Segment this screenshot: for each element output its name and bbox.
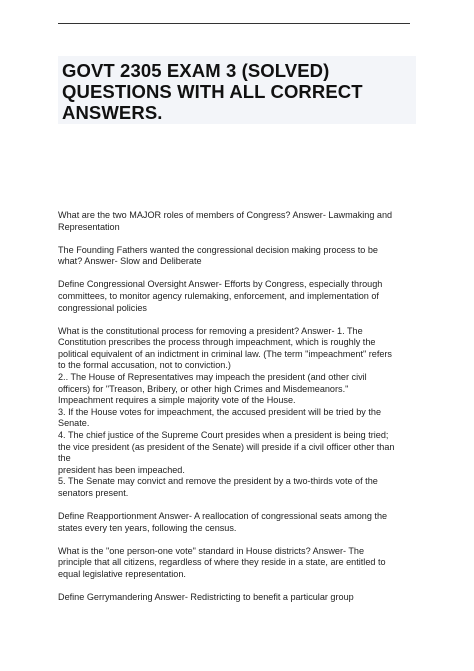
qa-entry (58, 279, 420, 314)
qa-text-line: equal legislative representation. (58, 568, 186, 579)
qa-text-line: 2.. The House of Representatives may impeach the president (and other civil (58, 372, 367, 383)
qa-text-line: What are the two MAJOR roles of members of Congress? Answer- Lawmaking and (58, 210, 393, 220)
qa-text-line: What is the "one person-one vote" standard in House districts? Answer- The (58, 545, 365, 556)
qa-text-line: 5. The Senate may convict and remove the president by a two-thirds vote of the (58, 476, 378, 487)
qa-text-line: Constitution prescribes the process through impeachment, which is roughly the (58, 337, 376, 348)
qa-entry (58, 546, 420, 581)
qa-entry (58, 592, 420, 604)
qa-text-line: Define Reapportionment Answer- A reallocation of congressional seats among the (58, 511, 388, 522)
qa-text-line: to the formal accusation, not to conviction.) (58, 360, 231, 371)
qa-text-line: What is the constitutional process for removing a president? Answer- 1. The (58, 325, 363, 336)
qa-text-line: the (58, 453, 71, 464)
qa-text-line: committees, to monitor agency rulemaking, enforcement, and implementation of (58, 290, 379, 301)
qa-entry (58, 210, 420, 233)
document-title (62, 60, 402, 123)
qa-text-line: Representation (58, 221, 120, 232)
qa-text-line: what? Answer- Slow and Deliberate (58, 256, 202, 267)
qa-text-line: political equivalent of an indictment in criminal law. (The term "impeachment" refers (58, 348, 392, 359)
title-line: QUESTIONS WITH ALL CORRECT (62, 81, 363, 102)
qa-text-line: 3. If the House votes for impeachment, the accused president will be tried by the (58, 406, 382, 417)
qa-text-line: Senate. (58, 418, 90, 429)
qa-text-line: the vice president (as president of the Senate) will preside if a civil officer other than (58, 441, 395, 452)
qa-entry (58, 245, 420, 268)
qa-text-line: congressional policies (58, 302, 147, 313)
qa-text-line: senators present. (58, 487, 129, 498)
qa-list (58, 210, 420, 615)
qa-text-line: Define Congressional Oversight Answer- Efforts by Congress, especially through (58, 279, 383, 290)
qa-text-line: Define Gerrymandering Answer- Redistricting to benefit a particular group (58, 592, 354, 603)
qa-text-line: principle that all citizens, regardless of where they reside in a state, are entitled to (58, 557, 386, 568)
title-line: ANSWERS. (62, 102, 163, 123)
qa-text-line: officers) for "Treason, Bribery, or other high Crimes and Misdemeanors." (58, 383, 349, 394)
qa-text-line: 4. The chief justice of the Supreme Court presides when a president is being tried; (58, 430, 389, 440)
qa-text-line: The Founding Fathers wanted the congressional decision making process to be (58, 244, 378, 255)
qa-text-line: states every ten years, following the census. (58, 522, 237, 533)
qa-entry (58, 511, 420, 534)
header-rule (58, 23, 410, 24)
qa-text-line: Impeachment requires a simple majority vote of the House. (58, 395, 296, 406)
qa-entry (58, 326, 420, 500)
qa-text-line: president has been impeached. (58, 464, 185, 475)
title-line: GOVT 2305 EXAM 3 (SOLVED) (62, 60, 330, 81)
